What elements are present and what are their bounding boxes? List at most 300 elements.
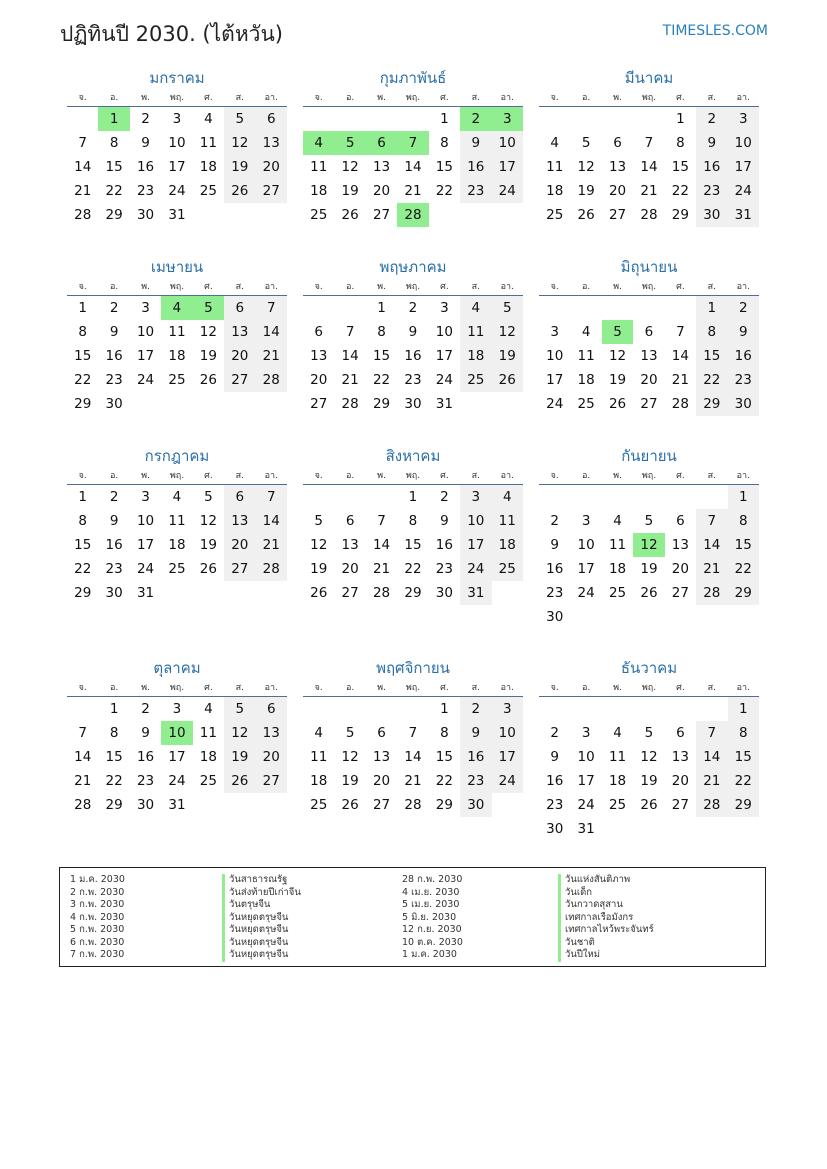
day-cell[interactable]: 21	[372, 561, 391, 577]
day-cell[interactable]: 16	[728, 344, 759, 368]
day-cell[interactable]: 26	[341, 207, 359, 223]
day-cell[interactable]: 9	[141, 725, 150, 741]
holiday-day-cell[interactable]: 2	[460, 107, 491, 131]
day-cell[interactable]: 21	[404, 773, 422, 789]
day-cell[interactable]: 31	[168, 207, 186, 223]
day-cell[interactable]: 1	[728, 485, 759, 509]
day-cell[interactable]: 30	[546, 609, 564, 625]
day-cell[interactable]: 29	[435, 797, 453, 813]
day-cell[interactable]: 19	[199, 537, 217, 553]
day-cell[interactable]: 4	[204, 111, 213, 127]
day-cell[interactable]: 29	[105, 797, 123, 813]
day-cell[interactable]: 23	[546, 797, 564, 813]
day-cell[interactable]: 23	[105, 561, 123, 577]
day-cell[interactable]: 13	[640, 348, 658, 364]
day-cell[interactable]: 18	[608, 561, 627, 577]
day-cell[interactable]: 13	[671, 537, 689, 553]
day-cell[interactable]: 13	[310, 348, 328, 364]
day-cell[interactable]: 29	[696, 392, 727, 416]
day-cell[interactable]: 16	[105, 537, 123, 553]
day-cell[interactable]: 27	[372, 797, 391, 813]
day-cell[interactable]: 30	[546, 821, 564, 837]
day-cell[interactable]: 16	[546, 773, 564, 789]
day-cell[interactable]: 3	[172, 701, 182, 717]
day-cell[interactable]: 27	[341, 585, 359, 601]
day-cell[interactable]: 6	[224, 296, 255, 320]
day-cell[interactable]: 3	[728, 107, 759, 131]
day-cell[interactable]: 8	[109, 725, 119, 741]
day-cell[interactable]: 3	[141, 300, 150, 316]
day-cell[interactable]: 26	[341, 797, 359, 813]
day-cell[interactable]: 14	[404, 749, 422, 765]
day-cell[interactable]: 9	[696, 131, 727, 155]
day-cell[interactable]: 9	[141, 135, 150, 151]
holiday-day-cell[interactable]: 28	[397, 203, 428, 227]
day-cell[interactable]: 12	[492, 320, 523, 344]
day-cell[interactable]: 20	[640, 372, 658, 388]
day-cell[interactable]: 12	[199, 513, 217, 529]
day-cell[interactable]: 16	[136, 159, 155, 175]
day-cell[interactable]: 19	[577, 183, 595, 199]
day-cell[interactable]: 15	[372, 348, 391, 364]
day-cell[interactable]: 27	[224, 368, 255, 392]
day-cell[interactable]: 27	[671, 585, 689, 601]
day-cell[interactable]: 25	[577, 396, 595, 412]
day-cell[interactable]: 11	[168, 513, 186, 529]
day-cell[interactable]: 25	[168, 561, 186, 577]
day-cell[interactable]: 17	[168, 159, 186, 175]
day-cell[interactable]: 1	[696, 296, 727, 320]
day-cell[interactable]: 29	[74, 585, 92, 601]
day-cell[interactable]: 28	[696, 793, 727, 817]
day-cell[interactable]: 15	[671, 159, 689, 175]
day-cell[interactable]: 5	[644, 725, 654, 741]
day-cell[interactable]: 13	[372, 159, 391, 175]
day-cell[interactable]: 23	[696, 179, 727, 203]
day-cell[interactable]: 9	[460, 131, 491, 155]
day-cell[interactable]: 6	[676, 725, 685, 741]
day-cell[interactable]: 16	[404, 348, 422, 364]
day-cell[interactable]: 1	[440, 701, 449, 717]
day-cell[interactable]: 25	[199, 773, 217, 789]
day-cell[interactable]: 22	[372, 372, 391, 388]
day-cell[interactable]: 20	[224, 344, 255, 368]
day-cell[interactable]: 7	[256, 296, 287, 320]
day-cell[interactable]: 28	[74, 797, 92, 813]
day-cell[interactable]: 18	[492, 533, 523, 557]
holiday-day-cell[interactable]: 12	[633, 533, 664, 557]
day-cell[interactable]: 2	[728, 296, 759, 320]
day-cell[interactable]: 3	[581, 513, 591, 529]
day-cell[interactable]: 12	[608, 348, 627, 364]
day-cell[interactable]: 26	[224, 769, 255, 793]
day-cell[interactable]: 26	[492, 368, 523, 392]
day-cell[interactable]: 7	[345, 324, 355, 340]
day-cell[interactable]: 2	[440, 489, 449, 505]
day-cell[interactable]: 16	[136, 749, 155, 765]
day-cell[interactable]: 15	[728, 745, 759, 769]
day-cell[interactable]: 5	[345, 725, 355, 741]
day-cell[interactable]: 13	[256, 721, 287, 745]
day-cell[interactable]: 29	[404, 585, 422, 601]
day-cell[interactable]: 27	[256, 769, 287, 793]
day-cell[interactable]: 6	[256, 697, 287, 721]
holiday-day-cell[interactable]: 5	[334, 131, 365, 155]
day-cell[interactable]: 21	[671, 372, 689, 388]
day-cell[interactable]: 13	[256, 131, 287, 155]
day-cell[interactable]: 24	[492, 179, 523, 203]
day-cell[interactable]: 15	[105, 749, 123, 765]
day-cell[interactable]: 27	[224, 557, 255, 581]
day-cell[interactable]: 20	[671, 561, 689, 577]
day-cell[interactable]: 26	[577, 207, 595, 223]
day-cell[interactable]: 24	[168, 773, 186, 789]
day-cell[interactable]: 14	[74, 159, 92, 175]
day-cell[interactable]: 21	[640, 183, 658, 199]
day-cell[interactable]: 4	[581, 324, 591, 340]
day-cell[interactable]: 18	[577, 372, 595, 388]
day-cell[interactable]: 22	[105, 183, 123, 199]
day-cell[interactable]: 10	[460, 509, 491, 533]
day-cell[interactable]: 20	[341, 561, 359, 577]
day-cell[interactable]: 2	[408, 300, 418, 316]
day-cell[interactable]: 31	[577, 821, 595, 837]
day-cell[interactable]: 8	[676, 135, 685, 151]
day-cell[interactable]: 15	[435, 159, 453, 175]
day-cell[interactable]: 23	[435, 561, 453, 577]
day-cell[interactable]: 18	[546, 183, 564, 199]
day-cell[interactable]: 30	[136, 207, 155, 223]
day-cell[interactable]: 28	[74, 207, 92, 223]
day-cell[interactable]: 21	[696, 769, 727, 793]
day-cell[interactable]: 19	[224, 155, 255, 179]
day-cell[interactable]: 5	[644, 513, 654, 529]
day-cell[interactable]: 29	[372, 396, 391, 412]
holiday-day-cell[interactable]: 1	[98, 107, 129, 131]
day-cell[interactable]: 9	[550, 749, 559, 765]
day-cell[interactable]: 1	[109, 701, 119, 717]
day-cell[interactable]: 6	[314, 324, 323, 340]
day-cell[interactable]: 13	[341, 537, 359, 553]
day-cell[interactable]: 7	[408, 725, 418, 741]
day-cell[interactable]: 27	[372, 207, 391, 223]
day-cell[interactable]: 2	[696, 107, 727, 131]
day-cell[interactable]: 11	[492, 509, 523, 533]
day-cell[interactable]: 19	[310, 561, 328, 577]
day-cell[interactable]: 16	[546, 561, 564, 577]
day-cell[interactable]: 2	[550, 725, 559, 741]
day-cell[interactable]: 9	[550, 537, 559, 553]
day-cell[interactable]: 24	[577, 797, 595, 813]
day-cell[interactable]: 26	[640, 585, 658, 601]
day-cell[interactable]: 30	[105, 396, 123, 412]
day-cell[interactable]: 9	[408, 324, 418, 340]
day-cell[interactable]: 5	[224, 107, 255, 131]
day-cell[interactable]: 30	[435, 585, 453, 601]
day-cell[interactable]: 13	[372, 749, 391, 765]
day-cell[interactable]: 19	[224, 745, 255, 769]
day-cell[interactable]: 8	[109, 135, 119, 151]
day-cell[interactable]: 8	[377, 324, 386, 340]
day-cell[interactable]: 31	[460, 581, 491, 605]
day-cell[interactable]: 15	[728, 533, 759, 557]
day-cell[interactable]: 3	[492, 697, 523, 721]
day-cell[interactable]: 26	[199, 372, 217, 388]
holiday-day-cell[interactable]: 3	[492, 107, 523, 131]
day-cell[interactable]: 14	[404, 159, 422, 175]
day-cell[interactable]: 16	[435, 537, 453, 553]
day-cell[interactable]: 26	[640, 797, 658, 813]
day-cell[interactable]: 28	[696, 581, 727, 605]
day-cell[interactable]: 11	[608, 537, 627, 553]
day-cell[interactable]: 15	[74, 537, 92, 553]
day-cell[interactable]: 19	[341, 773, 359, 789]
day-cell[interactable]: 17	[492, 745, 523, 769]
day-cell[interactable]: 29	[74, 396, 92, 412]
day-cell[interactable]: 12	[341, 749, 359, 765]
day-cell[interactable]: 22	[671, 183, 689, 199]
day-cell[interactable]: 25	[546, 207, 564, 223]
day-cell[interactable]: 24	[168, 183, 186, 199]
day-cell[interactable]: 24	[728, 179, 759, 203]
day-cell[interactable]: 3	[172, 111, 182, 127]
day-cell[interactable]: 24	[577, 585, 595, 601]
day-cell[interactable]: 17	[136, 537, 155, 553]
day-cell[interactable]: 1	[78, 489, 87, 505]
day-cell[interactable]: 22	[728, 557, 759, 581]
day-cell[interactable]: 8	[408, 513, 418, 529]
day-cell[interactable]: 22	[728, 769, 759, 793]
day-cell[interactable]: 23	[460, 179, 491, 203]
day-cell[interactable]: 12	[224, 131, 255, 155]
day-cell[interactable]: 2	[109, 300, 119, 316]
day-cell[interactable]: 19	[640, 773, 658, 789]
day-cell[interactable]: 7	[256, 485, 287, 509]
day-cell[interactable]: 21	[256, 344, 287, 368]
day-cell[interactable]: 24	[136, 561, 155, 577]
day-cell[interactable]: 18	[310, 183, 328, 199]
day-cell[interactable]: 22	[696, 368, 727, 392]
holiday-day-cell[interactable]: 7	[397, 131, 428, 155]
day-cell[interactable]: 3	[550, 324, 559, 340]
day-cell[interactable]: 22	[435, 183, 453, 199]
day-cell[interactable]: 7	[78, 135, 87, 151]
day-cell[interactable]: 14	[696, 533, 727, 557]
day-cell[interactable]: 11	[460, 320, 491, 344]
day-cell[interactable]: 21	[696, 557, 727, 581]
day-cell[interactable]: 30	[404, 396, 422, 412]
day-cell[interactable]: 11	[310, 749, 328, 765]
day-cell[interactable]: 3	[460, 485, 491, 509]
day-cell[interactable]: 23	[404, 372, 422, 388]
day-cell[interactable]: 24	[492, 769, 523, 793]
day-cell[interactable]: 29	[105, 207, 123, 223]
day-cell[interactable]: 4	[492, 485, 523, 509]
day-cell[interactable]: 23	[728, 368, 759, 392]
day-cell[interactable]: 24	[546, 396, 564, 412]
day-cell[interactable]: 28	[256, 368, 287, 392]
day-cell[interactable]: 14	[256, 320, 287, 344]
day-cell[interactable]: 21	[74, 183, 92, 199]
day-cell[interactable]: 14	[74, 749, 92, 765]
day-cell[interactable]: 6	[345, 513, 355, 529]
day-cell[interactable]: 20	[224, 533, 255, 557]
day-cell[interactable]: 18	[199, 749, 217, 765]
day-cell[interactable]: 17	[435, 348, 453, 364]
site-link[interactable]: TIMESLES.COM	[662, 23, 768, 39]
day-cell[interactable]: 20	[671, 773, 689, 789]
day-cell[interactable]: 17	[492, 155, 523, 179]
day-cell[interactable]: 6	[644, 324, 654, 340]
day-cell[interactable]: 4	[172, 489, 182, 505]
day-cell[interactable]: 11	[199, 725, 217, 741]
day-cell[interactable]: 14	[341, 348, 359, 364]
day-cell[interactable]: 9	[109, 513, 119, 529]
day-cell[interactable]: 28	[341, 396, 359, 412]
day-cell[interactable]: 8	[78, 324, 87, 340]
day-cell[interactable]: 30	[136, 797, 155, 813]
day-cell[interactable]: 25	[199, 183, 217, 199]
day-cell[interactable]: 6	[676, 513, 685, 529]
day-cell[interactable]: 13	[224, 320, 255, 344]
day-cell[interactable]: 10	[492, 131, 523, 155]
day-cell[interactable]: 27	[608, 207, 627, 223]
day-cell[interactable]: 4	[314, 725, 323, 741]
day-cell[interactable]: 11	[199, 135, 217, 151]
day-cell[interactable]: 1	[440, 111, 449, 127]
day-cell[interactable]: 6	[613, 135, 622, 151]
day-cell[interactable]: 12	[640, 749, 658, 765]
holiday-day-cell[interactable]: 4	[161, 296, 192, 320]
day-cell[interactable]: 4	[460, 296, 491, 320]
day-cell[interactable]: 23	[546, 585, 564, 601]
day-cell[interactable]: 1	[676, 111, 685, 127]
day-cell[interactable]: 3	[141, 489, 150, 505]
day-cell[interactable]: 31	[728, 203, 759, 227]
day-cell[interactable]: 9	[460, 721, 491, 745]
day-cell[interactable]: 7	[696, 509, 727, 533]
day-cell[interactable]: 11	[310, 159, 328, 175]
day-cell[interactable]: 30	[696, 203, 727, 227]
holiday-day-cell[interactable]: 10	[161, 721, 192, 745]
day-cell[interactable]: 14	[640, 159, 658, 175]
day-cell[interactable]: 17	[168, 749, 186, 765]
day-cell[interactable]: 29	[728, 581, 759, 605]
day-cell[interactable]: 2	[141, 701, 150, 717]
day-cell[interactable]: 19	[608, 372, 627, 388]
day-cell[interactable]: 24	[136, 372, 155, 388]
day-cell[interactable]: 16	[696, 155, 727, 179]
holiday-day-cell[interactable]: 5	[602, 320, 633, 344]
day-cell[interactable]: 2	[109, 489, 119, 505]
day-cell[interactable]: 27	[310, 396, 328, 412]
day-cell[interactable]: 31	[435, 396, 453, 412]
day-cell[interactable]: 27	[671, 797, 689, 813]
day-cell[interactable]: 30	[460, 793, 491, 817]
day-cell[interactable]: 20	[372, 773, 391, 789]
day-cell[interactable]: 20	[310, 372, 328, 388]
day-cell[interactable]: 8	[728, 509, 759, 533]
day-cell[interactable]: 23	[136, 773, 155, 789]
day-cell[interactable]: 12	[341, 159, 359, 175]
day-cell[interactable]: 29	[728, 793, 759, 817]
day-cell[interactable]: 11	[546, 159, 564, 175]
day-cell[interactable]: 26	[199, 561, 217, 577]
day-cell[interactable]: 8	[440, 725, 449, 741]
day-cell[interactable]: 23	[105, 372, 123, 388]
day-cell[interactable]: 28	[256, 557, 287, 581]
day-cell[interactable]: 12	[310, 537, 328, 553]
day-cell[interactable]: 21	[256, 533, 287, 557]
day-cell[interactable]: 16	[460, 745, 491, 769]
day-cell[interactable]: 8	[440, 135, 449, 151]
day-cell[interactable]: 15	[435, 749, 453, 765]
day-cell[interactable]: 17	[546, 372, 564, 388]
day-cell[interactable]: 9	[440, 513, 449, 529]
day-cell[interactable]: 7	[696, 721, 727, 745]
day-cell[interactable]: 18	[199, 159, 217, 175]
day-cell[interactable]: 29	[671, 207, 689, 223]
day-cell[interactable]: 31	[136, 585, 155, 601]
day-cell[interactable]: 21	[404, 183, 422, 199]
day-cell[interactable]: 28	[671, 396, 689, 412]
day-cell[interactable]: 30	[728, 392, 759, 416]
day-cell[interactable]: 6	[377, 725, 386, 741]
day-cell[interactable]: 8	[696, 320, 727, 344]
day-cell[interactable]: 18	[310, 773, 328, 789]
day-cell[interactable]: 22	[435, 773, 453, 789]
day-cell[interactable]: 2	[141, 111, 150, 127]
day-cell[interactable]: 19	[341, 183, 359, 199]
day-cell[interactable]: 7	[644, 135, 654, 151]
day-cell[interactable]: 9	[109, 324, 119, 340]
day-cell[interactable]: 17	[136, 348, 155, 364]
day-cell[interactable]: 24	[460, 557, 491, 581]
day-cell[interactable]: 1	[408, 489, 418, 505]
day-cell[interactable]: 16	[105, 348, 123, 364]
day-cell[interactable]: 14	[696, 745, 727, 769]
day-cell[interactable]: 18	[608, 773, 627, 789]
day-cell[interactable]: 23	[136, 183, 155, 199]
day-cell[interactable]: 30	[105, 585, 123, 601]
day-cell[interactable]: 21	[341, 372, 359, 388]
day-cell[interactable]: 12	[199, 324, 217, 340]
day-cell[interactable]: 5	[581, 135, 591, 151]
day-cell[interactable]: 21	[74, 773, 92, 789]
day-cell[interactable]: 11	[608, 749, 627, 765]
day-cell[interactable]: 17	[728, 155, 759, 179]
day-cell[interactable]: 15	[105, 159, 123, 175]
day-cell[interactable]: 24	[435, 372, 453, 388]
day-cell[interactable]: 31	[168, 797, 186, 813]
day-cell[interactable]: 5	[204, 489, 213, 505]
day-cell[interactable]: 2	[460, 697, 491, 721]
day-cell[interactable]: 9	[728, 320, 759, 344]
day-cell[interactable]: 28	[640, 207, 658, 223]
day-cell[interactable]: 10	[728, 131, 759, 155]
day-cell[interactable]: 12	[577, 159, 595, 175]
day-cell[interactable]: 14	[372, 537, 391, 553]
day-cell[interactable]: 10	[577, 537, 595, 553]
day-cell[interactable]: 18	[460, 344, 491, 368]
day-cell[interactable]: 10	[546, 348, 564, 364]
day-cell[interactable]: 19	[640, 561, 658, 577]
day-cell[interactable]: 3	[581, 725, 591, 741]
day-cell[interactable]: 17	[577, 773, 595, 789]
day-cell[interactable]: 23	[460, 769, 491, 793]
day-cell[interactable]: 18	[168, 348, 186, 364]
day-cell[interactable]: 11	[577, 348, 595, 364]
